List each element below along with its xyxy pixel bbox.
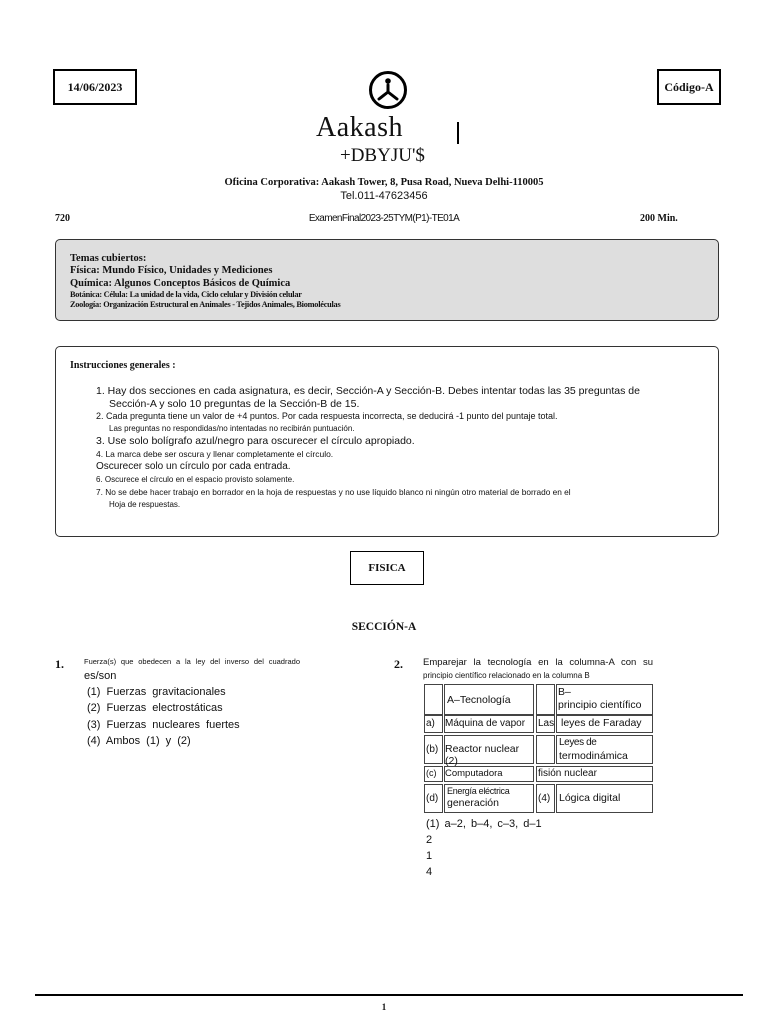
table-cell — [536, 684, 555, 715]
date-box — [53, 69, 137, 105]
instructions-title: Instrucciones generales : — [70, 360, 176, 371]
instruction-line: Sección-A y solo 10 preguntas de la Sección-B de 15. — [109, 398, 360, 410]
answer-option: 2 — [426, 834, 433, 846]
table-row-label: Las — [536, 715, 555, 733]
brand-divider — [457, 122, 459, 144]
table-header-b — [556, 684, 653, 715]
instruction-line: Oscurecer solo un círculo por cada entrada. — [96, 461, 291, 472]
topics-zoology: Zoología: Organización Estructural en Animales - Tejidos Animales, Biomoléculas — [70, 299, 341, 309]
table-row-label: (4) — [536, 784, 555, 813]
subject-label: FISICA — [368, 562, 406, 574]
code-box — [657, 69, 721, 105]
question-number: 1. — [55, 657, 64, 671]
table-row-label: (c) — [424, 766, 443, 782]
question-stem: Emparejar la tecnología en la columna-A con su — [423, 657, 653, 668]
table-cell: Reactor nuclear (2) — [444, 735, 534, 764]
answer-option: (4) Ambos (1) y (2) — [87, 735, 191, 747]
table-row-label: (d) — [424, 784, 443, 813]
page-number: 1 — [381, 1002, 387, 1012]
table-cell — [536, 735, 555, 764]
exam-date: 14/06/2023 — [67, 79, 123, 94]
answer-option: (3) Fuerzas nucleares fuertes — [87, 719, 240, 731]
exam-code: ExamenFinal2023-25TYM(P1)-TE01A — [308, 213, 460, 224]
total-marks: 720 — [55, 213, 70, 224]
table-cell — [424, 684, 443, 715]
table-cell: Computadora — [444, 766, 534, 782]
footer-divider — [35, 994, 743, 996]
table-header-a-label: A–Tecnología — [447, 694, 511, 706]
topics-box — [55, 239, 719, 321]
instruction-line: 4. La marca debe ser oscura y llenar completamente el círculo. — [96, 449, 334, 459]
instruction-line: 2. Cada pregunta tiene un valor de +4 puntos. Por cada respuesta incorrecta, se deducirá -1 punto del puntaje total. — [96, 411, 558, 421]
topics-physics: Física: Mundo Físico, Unidades y Mediciones — [70, 265, 273, 277]
table-header-b-label: B– — [558, 686, 571, 698]
topics-chemistry: Química: Algunos Conceptos Básicos de Química — [70, 277, 291, 289]
instruction-line: Hoja de respuestas. — [109, 500, 181, 509]
duration: 200 Min. — [640, 213, 678, 224]
table-cell-text: Energía eléctrica — [447, 786, 510, 796]
table-cell — [556, 735, 653, 764]
answer-option: (1) a–2, b–4, c–3, d–1 — [426, 818, 542, 830]
question-stem: es/son — [84, 670, 117, 682]
table-cell: Lógica digital — [556, 784, 653, 813]
answer-option: (1) Fuerzas gravitacionales — [87, 686, 226, 698]
aakash-logo-icon — [368, 70, 408, 110]
table-cell: fisión nuclear — [536, 766, 653, 782]
question-stem: principio científico relacionado en la columna B — [423, 671, 590, 680]
subject-box — [350, 551, 424, 585]
question-stem: Fuerza(s) que obedecen a la ley del inverso del cuadrado — [84, 657, 300, 666]
telephone: Tel.011-47623456 — [340, 190, 428, 202]
table-cell: leyes de Faraday — [556, 715, 653, 733]
table-row-label: a) — [424, 715, 443, 733]
table-cell-text: Leyes de — [559, 737, 597, 748]
instruction-line: 1. Hay dos secciones en cada asignatura, es decir, Sección-A y Sección-B. Debes intentar todas las 35 preguntas de — [96, 385, 640, 397]
instruction-line: 3. Use solo bolígrafo azul/negro para oscurecer el círculo apropiado. — [96, 435, 415, 447]
instruction-line: 7. No se debe hacer trabajo en borrador en la hoja de respuestas y no use líquido blanco ni ningún otro material de borrado en el — [96, 487, 571, 497]
office-address: Oficina Corporativa: Aakash Tower, 8, Pusa Road, Nueva Delhi-110005 — [224, 177, 544, 188]
topics-title: Temas cubiertos: — [70, 253, 147, 264]
table-cell: Máquina de vapor — [444, 715, 534, 733]
instructions-box — [55, 346, 719, 537]
table-row-label: (b) — [424, 735, 443, 764]
instruction-line: Las preguntas no respondidas/no intentadas no recibirán puntuación. — [109, 424, 355, 433]
table-header-a — [444, 684, 534, 715]
section-title: SECCIÓN-A — [351, 621, 417, 633]
table-cell-text: generación — [447, 796, 499, 809]
brand-name: Aakash — [316, 112, 403, 143]
instruction-line: 6. Oscurece el círculo en el espacio provisto solamente. — [96, 475, 295, 484]
answer-option: (2) Fuerzas electrostáticas — [87, 702, 223, 714]
paper-code: Código-A — [664, 79, 714, 94]
question-number: 2. — [394, 657, 403, 671]
brand-sub: +DBYJU'$ — [340, 145, 425, 166]
topics-botany: Botánica: Célula: La unidad de la vida, Ciclo celular y División celular — [70, 290, 302, 300]
answer-option: 1 — [426, 850, 433, 862]
table-header-b-label: principio científico — [558, 698, 642, 711]
table-cell-text: termodinámica — [559, 749, 628, 762]
answer-option: 4 — [426, 866, 433, 878]
table-cell — [444, 784, 534, 813]
